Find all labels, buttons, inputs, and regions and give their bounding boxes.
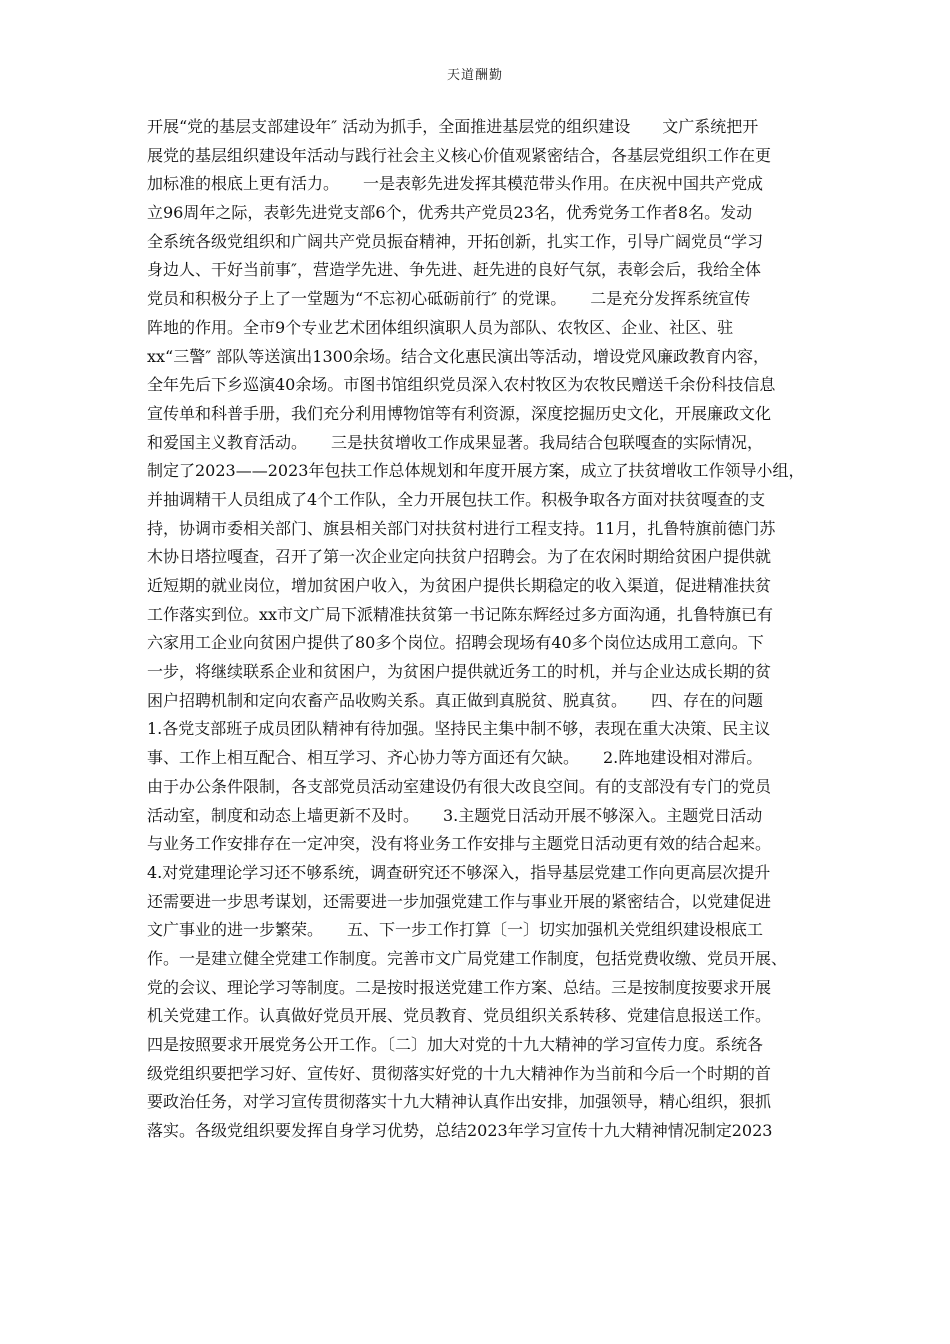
text-line: 持，协调市委相关部门、旗县相关部门对扶贫村进行工程支持。11月，扎鲁特旗前德门苏	[147, 518, 776, 538]
page-header: 天道酬勤	[446, 68, 503, 83]
text-line: 全系统各级党组织和广阔共产党员振奋精神，开拓创新，扎实工作，引导广阔党员“学习	[147, 231, 764, 251]
text-line: 立96周年之际，表彰先进党支部6个，优秀共产党员23名，优秀党务工作者8名。发动	[147, 203, 753, 223]
text-line: 展党的基层组织建设年活动与践行社会主义核心价值观紧密结合，各基层党组织工作在更	[147, 145, 772, 165]
text-line: 活动室，制度和动态上墙更新不及时。 3.主题党日活动开展不够深入。主题党日活动	[147, 805, 763, 825]
text-line: 4.对党建理论学习还不够系统，调查研究还不够深入，指导基层党建工作向更高层次提升	[147, 862, 771, 882]
text-line: 全年先后下乡巡演40余场。市图书馆组织党员深入农村牧区为农牧民赠送千余份科技信息	[147, 375, 776, 395]
text-line: 要政治任务，对学习宣传贯彻落实十九大精神认真作出安排，加强领导，精心组织，狠抓	[147, 1092, 772, 1112]
text-line: 并抽调精干人员组成了4个工作队，全力开展包扶工作。积极争取各方面对扶贫嘎查的支	[147, 489, 766, 509]
text-line: 木协日塔拉嘎查，召开了第一次企业定向扶贫户招聘会。为了在农闲时期给贫困户提供就	[147, 547, 772, 567]
text-line: 机关党建工作。认真做好党员开展、党员教育、党员组织关系转移、党建信息报送工作。	[147, 1006, 772, 1026]
text-line: 制定了2023——2023年包扶工作总体规划和年度开展方案，成立了扶贫增收工作领导小组，	[147, 461, 805, 481]
text-line: 事、工作上相互配合、相互学习、齐心协力等方面还有欠缺。 2.阵地建设相对滞后。	[147, 748, 763, 768]
text-line: 一步，将继续联系企业和贫困户，为贫困户提供就近务工的时机，并与企业达成长期的贫	[147, 662, 772, 682]
text-line: 还需要进一步思考谋划，还需要进一步加强党建工作与事业开展的紧密结合，以党建促进	[147, 891, 772, 911]
text-line: 和爱国主义教育活动。 三是扶贫增收工作成果显著。我局结合包联嘎查的实际情况，	[147, 432, 764, 452]
text-line: 加标准的根底上更有活力。 一是表彰先进发挥其模范带头作用。在庆祝中国共产党成	[147, 174, 764, 194]
text-line: 党员和积极分子上了一堂题为“不忘初心砥砺前行″ 的党课。 二是充分发挥系统宣传	[147, 289, 751, 309]
text-line: 落实。各级党组织要发挥自身学习优势，总结2023年学习宣传十九大精神情况制定2023	[147, 1121, 773, 1141]
text-line: 近短期的就业岗位，增加贫困户收入，为贫困户提供长期稳定的收入渠道，促进精准扶贫	[147, 576, 772, 595]
text-line: 与业务工作安排存在一定冲突，没有将业务工作安排与主题党日活动更有效的结合起来。	[147, 834, 772, 854]
text-line: 开展“党的基层支部建设年″ 活动为抓手，全面推进基层党的组织建设 文广系统把开	[147, 117, 759, 136]
text-line: 党的会议、理论学习等制度。二是按时报送党建工作方案、总结。三是按制度按要求开展	[147, 977, 772, 997]
text-line: 级党组织要把学习好、宣传好、贯彻落实好党的十九大精神作为当前和今后一个时期的首	[147, 1063, 772, 1083]
text-line: 身边人、干好当前事″，营造学先进、争先进、赶先进的良好气氛，表彰会后，我给全体	[147, 260, 761, 280]
text-line: 阵地的作用。全市9个专业艺术团体组织演职人员为部队、农牧区、企业、社区、驻	[147, 317, 734, 337]
text-line: 工作落实到位。xx市文广局下派精准扶贫第一书记陈东辉经过多方面沟通，扎鲁特旗已有	[147, 604, 774, 624]
document-body	[147, 113, 817, 1146]
text-line: 作。一是建立健全党建工作制度。完善市文广局党建工作制度，包括党费收缴、党员开展、	[147, 948, 788, 968]
text-line: 宣传单和科普手册，我们充分利用博物馆等有利资源，深度挖掘历史文化，开展廉政文化	[147, 403, 772, 423]
text-line: 困户招聘机制和定向农畜产品收购关系。真正做到真脱贫、脱真贫。 四、存在的问题	[147, 690, 764, 710]
text-line: 由于办公条件限制，各支部党员活动室建设仍有很大改良空间。有的支部没有专门的党员	[147, 776, 772, 796]
text-line: 1.各党支部班子成员团队精神有待加强。坚持民主集中制不够，表现在重大决策、民主议	[147, 719, 771, 739]
text-line: 六家用工企业向贫困户提供了80多个岗位。招聘会现场有40多个岗位达成用工意向。下	[147, 633, 764, 653]
text-line: 文广事业的进一步繁荣。 五、下一步工作打算〔一〕切实加强机关党组织建设根底工	[147, 920, 764, 940]
text-line: xx“三警″ 部队等送演出1300余场。结合文化惠民演出等活动，增设党风廉政教育内容，	[147, 346, 770, 366]
text-line: 四是按照要求开展党务公开工作。〔二〕加大对党的十九大精神的学习宣传力度。系统各	[147, 1035, 764, 1054]
